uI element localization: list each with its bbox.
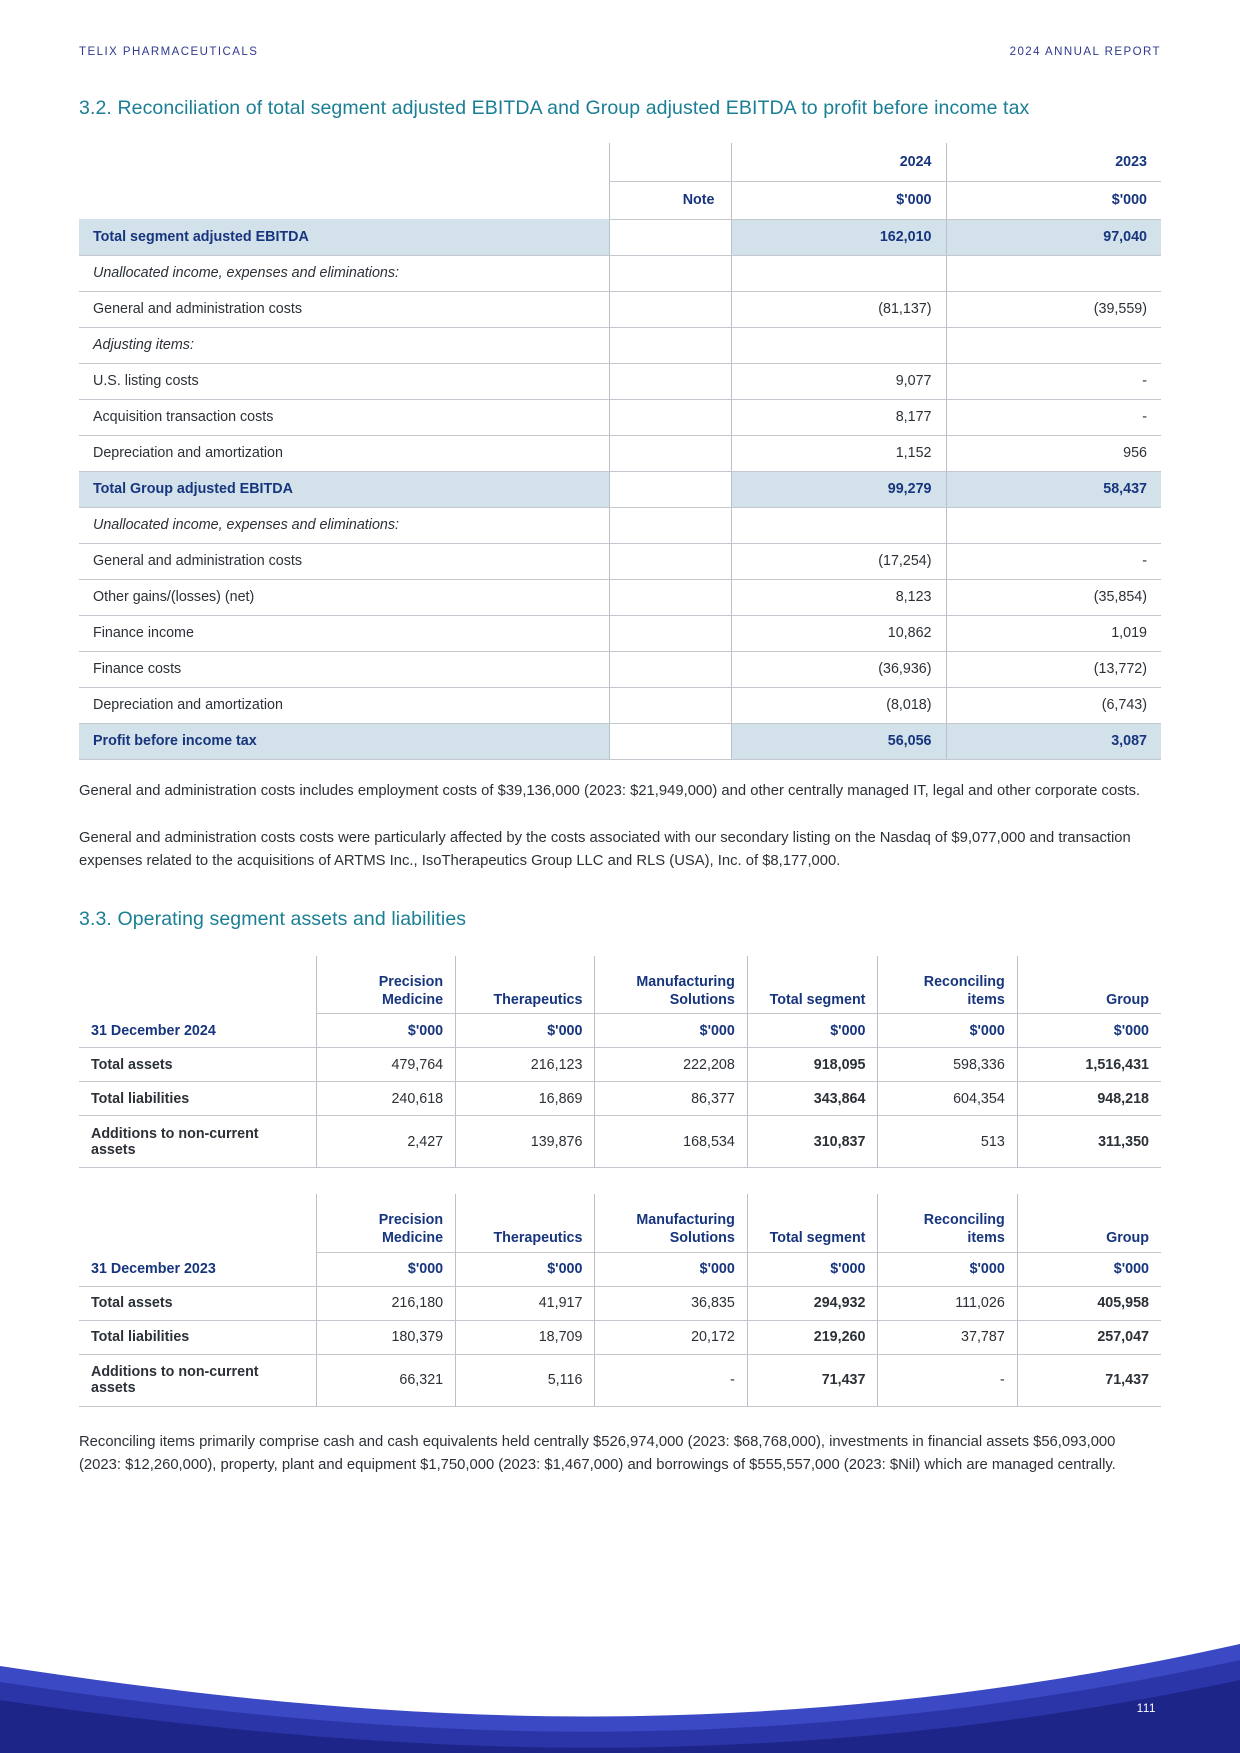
row-label: Finance costs: [79, 651, 609, 687]
report-title: 2024 ANNUAL REPORT: [1009, 46, 1161, 58]
table-row: [79, 363, 1161, 399]
segment-unit-cell: $'000: [747, 1014, 878, 1048]
segment-cell: 41,917: [456, 1286, 595, 1320]
segment-data-row: [79, 1354, 1161, 1406]
row-value-2023: -: [946, 363, 1161, 399]
row-note: [609, 615, 731, 651]
table-header-years: [79, 143, 1161, 181]
segment-cell: 343,864: [747, 1082, 878, 1116]
header-note: Note: [609, 181, 731, 219]
paragraph-listing-costs: General and administration costs costs were particularly affected by the costs associated with our secondary listing on the Nasdaq of $9,077,000 and transaction expenses related to the acquisitions of ARTMS Inc., IsoTherapeutics Group LLC and RLS (USA), Inc. of $8,177,000.: [79, 829, 1131, 869]
row-value-2024: (36,936): [731, 651, 946, 687]
segment-data-row: [79, 1048, 1161, 1082]
segment-unit-cell: $'000: [878, 1014, 1017, 1048]
segment-col-header: Therapeutics: [456, 956, 595, 1014]
segment-cell: 5,116: [456, 1354, 595, 1406]
segment-cell: 139,876: [456, 1116, 595, 1168]
row-label: Other gains/(losses) (net): [79, 579, 609, 615]
row-value-2024: (17,254): [731, 543, 946, 579]
segment-cell: 604,354: [878, 1082, 1017, 1116]
segment-row-label: Additions to non-current assets: [79, 1116, 316, 1168]
section-3-2-title: 3.2. Reconciliation of total segment adjusted EBITDA and Group adjusted EBITDA to profit before income tax: [79, 97, 1030, 119]
row-note: [609, 651, 731, 687]
running-header: [79, 46, 1161, 58]
segment-cell: 216,123: [456, 1048, 595, 1082]
header-year-2023: 2023: [946, 143, 1161, 181]
segment-col-header: Reconciling items: [878, 956, 1017, 1014]
segment-cell: 71,437: [1017, 1354, 1161, 1406]
row-note: [609, 435, 731, 471]
row-label: Profit before income tax: [79, 723, 609, 759]
segment-cell: 294,932: [747, 1286, 878, 1320]
header-year-2024: 2024: [731, 143, 946, 181]
row-value-2024: 8,123: [731, 579, 946, 615]
row-value-2023: [946, 327, 1161, 363]
table-header-units: [79, 181, 1161, 219]
header-note-spacer: [609, 143, 731, 181]
segment-cell: 111,026: [878, 1286, 1017, 1320]
segment-cell: 216,180: [316, 1286, 455, 1320]
row-label: Unallocated income, expenses and eliminations:: [79, 255, 609, 291]
segment-unit-cell: $'000: [456, 1014, 595, 1048]
row-label: U.S. listing costs: [79, 363, 609, 399]
segment-cell: 71,437: [747, 1354, 878, 1406]
row-value-2024: 10,862: [731, 615, 946, 651]
segment-cell: 18,709: [456, 1320, 595, 1354]
row-label: Finance income: [79, 615, 609, 651]
segment-cell: 180,379: [316, 1320, 455, 1354]
segment-cell: 37,787: [878, 1320, 1017, 1354]
table-row: [79, 291, 1161, 327]
wave-svg: [0, 1548, 1240, 1753]
page-content: [79, 96, 1161, 1477]
row-value-2023: (6,743): [946, 687, 1161, 723]
unit-spacer: [79, 181, 609, 219]
row-value-2023: [946, 507, 1161, 543]
segment-col-header: Total segment: [747, 1194, 878, 1252]
segment-cell: 222,208: [595, 1048, 747, 1082]
segment-unit-cell: $'000: [316, 1252, 455, 1286]
row-label: Depreciation and amortization: [79, 435, 609, 471]
segment-header-row: [79, 1194, 1161, 1252]
row-note: [609, 327, 731, 363]
segment-cell: 257,047: [1017, 1320, 1161, 1354]
segment-row-label: Total assets: [79, 1048, 316, 1082]
paragraph-ga-costs: General and administration costs includes employment costs of $39,136,000 (2023: $21,949,000) and other centrally managed IT, legal and other corporate costs.: [79, 782, 1141, 799]
row-note: [609, 723, 731, 759]
segment-cell: 219,260: [747, 1320, 878, 1354]
segment-unit-cell: $'000: [1017, 1014, 1161, 1048]
row-note: [609, 687, 731, 723]
segment-data-row: [79, 1320, 1161, 1354]
segment-cell: 405,958: [1017, 1286, 1161, 1320]
segment-col-header: Manufacturing Solutions: [595, 956, 747, 1014]
row-value-2024: [731, 255, 946, 291]
segment-row-label: Total assets: [79, 1286, 316, 1320]
segment-cell: 310,837: [747, 1116, 878, 1168]
section-3-3-title: 3.3. Operating segment assets and liabilities: [79, 907, 467, 930]
row-value-2024: 9,077: [731, 363, 946, 399]
segment-data-row: [79, 1286, 1161, 1320]
segment-cell: 36,835: [595, 1286, 747, 1320]
row-value-2023: 1,019: [946, 615, 1161, 651]
table-row: [79, 723, 1161, 759]
segment-cell: 16,869: [456, 1082, 595, 1116]
row-value-2023: 97,040: [946, 219, 1161, 255]
segment-unit-cell: $'000: [316, 1014, 455, 1048]
segment-col-header: Reconciling items: [878, 1194, 1017, 1252]
row-value-2024: [731, 327, 946, 363]
row-label: Total Group adjusted EBITDA: [79, 471, 609, 507]
segment-unit-cell: $'000: [595, 1014, 747, 1048]
row-value-2024: 56,056: [731, 723, 946, 759]
reconciliation-table: [79, 143, 1161, 760]
segment-col-header: Total segment: [747, 956, 878, 1014]
page-number: 111: [1136, 1703, 1156, 1715]
footer-wave-decoration: [0, 1548, 1240, 1753]
table-row: [79, 435, 1161, 471]
row-value-2023: (35,854): [946, 579, 1161, 615]
table-row: [79, 687, 1161, 723]
row-label: Acquisition transaction costs: [79, 399, 609, 435]
segment-corner: [79, 1194, 316, 1252]
row-value-2023: [946, 255, 1161, 291]
segment-cell: 1,516,431: [1017, 1048, 1161, 1082]
table-row: [79, 327, 1161, 363]
segment-col-header: Therapeutics: [456, 1194, 595, 1252]
header-spacer: [79, 143, 609, 181]
segment-cell: 86,377: [595, 1082, 747, 1116]
header-unit-2024: $'000: [731, 181, 946, 219]
segment-row-label: Additions to non-current assets: [79, 1354, 316, 1406]
row-value-2023: 956: [946, 435, 1161, 471]
segment-unit-cell: $'000: [878, 1252, 1017, 1286]
segment-unit-row: [79, 1252, 1161, 1286]
row-value-2024: [731, 507, 946, 543]
row-value-2023: -: [946, 399, 1161, 435]
segment-cell: -: [595, 1354, 747, 1406]
segment-col-header: Precision Medicine: [316, 1194, 455, 1252]
row-value-2023: 3,087: [946, 723, 1161, 759]
segment-cell: 918,095: [747, 1048, 878, 1082]
table-row: [79, 651, 1161, 687]
row-label: Adjusting items:: [79, 327, 609, 363]
table-row: [79, 255, 1161, 291]
row-note: [609, 291, 731, 327]
company-name: TELIX PHARMACEUTICALS: [79, 46, 259, 58]
row-note: [609, 399, 731, 435]
row-note: [609, 579, 731, 615]
segment-unit-cell: $'000: [1017, 1252, 1161, 1286]
row-value-2023: -: [946, 543, 1161, 579]
segment-col-header: Manufacturing Solutions: [595, 1194, 747, 1252]
row-note: [609, 543, 731, 579]
table-row: [79, 507, 1161, 543]
row-value-2024: 1,152: [731, 435, 946, 471]
segment-date-label: 31 December 2024: [79, 1014, 316, 1048]
segment-col-header: Precision Medicine: [316, 956, 455, 1014]
segment-col-header: Group: [1017, 956, 1161, 1014]
paragraph-reconciling-items: Reconciling items primarily comprise cash and cash equivalents held centrally $526,974,000 (2023: $68,768,000), investments in financial assets $56,093,000 (2023: $12,260,000), property, plant and equipment $1,750,000 (2023: $1,467,000) and borrowings of $555,557,000 (2023: $Nil) which are managed centrally.: [79, 1433, 1116, 1473]
table-row: [79, 219, 1161, 255]
segment-cell: 2,427: [316, 1116, 455, 1168]
row-note: [609, 507, 731, 543]
table-row: [79, 615, 1161, 651]
row-label: Unallocated income, expenses and eliminations:: [79, 507, 609, 543]
segment-cell: 948,218: [1017, 1082, 1161, 1116]
segment-cell: 598,336: [878, 1048, 1017, 1082]
segment-cell: 479,764: [316, 1048, 455, 1082]
table-row: [79, 399, 1161, 435]
segment-unit-row: [79, 1014, 1161, 1048]
segment-data-row: [79, 1082, 1161, 1116]
header-unit-2023: $'000: [946, 181, 1161, 219]
row-value-2024: (8,018): [731, 687, 946, 723]
segment-date-label: 31 December 2023: [79, 1252, 316, 1286]
row-label: General and administration costs: [79, 543, 609, 579]
table-row: [79, 471, 1161, 507]
row-value-2024: 99,279: [731, 471, 946, 507]
segment-header-row: [79, 956, 1161, 1014]
segment-corner: [79, 956, 316, 1014]
table-row: [79, 543, 1161, 579]
table-row: [79, 579, 1161, 615]
row-value-2023: (39,559): [946, 291, 1161, 327]
row-label: Depreciation and amortization: [79, 687, 609, 723]
segment-cell: 240,618: [316, 1082, 455, 1116]
segment-cell: 20,172: [595, 1320, 747, 1354]
segment-cell: -: [878, 1354, 1017, 1406]
segment-row-label: Total liabilities: [79, 1320, 316, 1354]
segment-unit-cell: $'000: [456, 1252, 595, 1286]
row-note: [609, 471, 731, 507]
segment-cell: 66,321: [316, 1354, 455, 1406]
segment-col-header: Group: [1017, 1194, 1161, 1252]
row-value-2024: 8,177: [731, 399, 946, 435]
row-value-2024: 162,010: [731, 219, 946, 255]
segment-cell: 513: [878, 1116, 1017, 1168]
segment-table-2024: [79, 956, 1161, 1169]
segment-unit-cell: $'000: [747, 1252, 878, 1286]
row-note: [609, 363, 731, 399]
segment-cell: 311,350: [1017, 1116, 1161, 1168]
segment-table-2023: [79, 1194, 1161, 1407]
row-value-2023: 58,437: [946, 471, 1161, 507]
row-note: [609, 255, 731, 291]
segment-unit-cell: $'000: [595, 1252, 747, 1286]
segment-row-label: Total liabilities: [79, 1082, 316, 1116]
row-label: Total segment adjusted EBITDA: [79, 219, 609, 255]
row-value-2024: (81,137): [731, 291, 946, 327]
segment-cell: 168,534: [595, 1116, 747, 1168]
row-note: [609, 219, 731, 255]
row-label: General and administration costs: [79, 291, 609, 327]
segment-data-row: [79, 1116, 1161, 1168]
row-value-2023: (13,772): [946, 651, 1161, 687]
